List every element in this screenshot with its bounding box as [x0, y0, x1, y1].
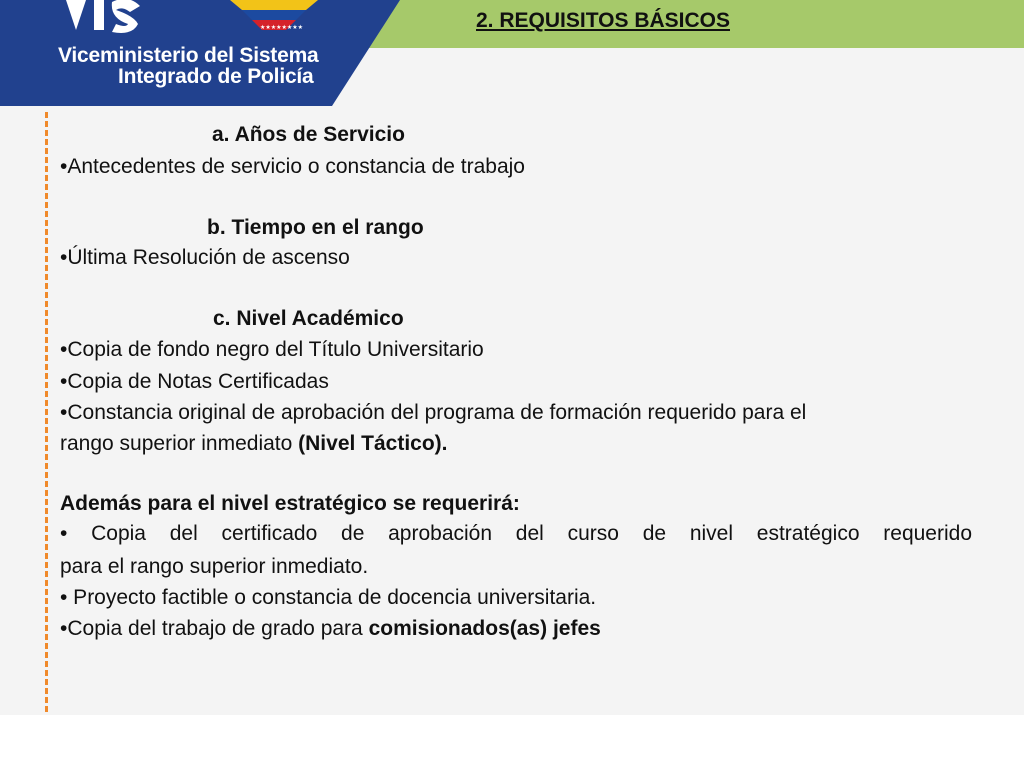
list-item: •Copia de fondo negro del Título Universitario — [60, 338, 484, 361]
logo-icon — [60, 0, 320, 36]
list-item-text: •Copia del trabajo de grado para — [60, 617, 369, 640]
list-item: •Copia de Notas Certificadas — [60, 370, 329, 393]
svg-text:★★★★★★★★: ★★★★★★★★ — [260, 24, 304, 31]
list-item-text: rango superior inmediato — [60, 432, 299, 455]
dashed-divider — [45, 112, 48, 712]
list-item-continuation — [60, 432, 448, 456]
org-name-line1: Viceministerio del Sistema — [58, 44, 319, 67]
list-item: • Copia del certificado de aprobación del curso de nivel estratégico requerido — [60, 522, 972, 545]
list-item-continuation: para el rango superior inmediato. — [60, 555, 369, 578]
heading-nivel-estrategico: Además para el nivel estratégico se requerirá: — [60, 492, 520, 515]
list-item: •Última Resolución de ascenso — [60, 246, 350, 269]
list-item: •Antecedentes de servicio o constancia de trabajo — [60, 155, 525, 178]
heading-nivel-academico: c. Nivel Académico — [213, 307, 404, 330]
section-title: 2. REQUISITOS BÁSICOS — [476, 9, 730, 32]
comisionados-emphasis: comisionados(as) jefes — [368, 617, 601, 640]
heading-tiempo-rango: b. Tiempo en el rango — [207, 216, 424, 239]
nivel-tactico-emphasis: (Nivel Táctico). — [298, 432, 448, 455]
list-item: •Constancia original de aprobación del programa de formación requerido para el — [60, 401, 807, 424]
list-item — [60, 617, 601, 641]
org-name-line2: Integrado de Policía — [118, 65, 314, 88]
heading-anos-servicio: a. Años de Servicio — [212, 123, 405, 146]
list-item: • Proyecto factible o constancia de docencia universitaria. — [60, 586, 597, 609]
